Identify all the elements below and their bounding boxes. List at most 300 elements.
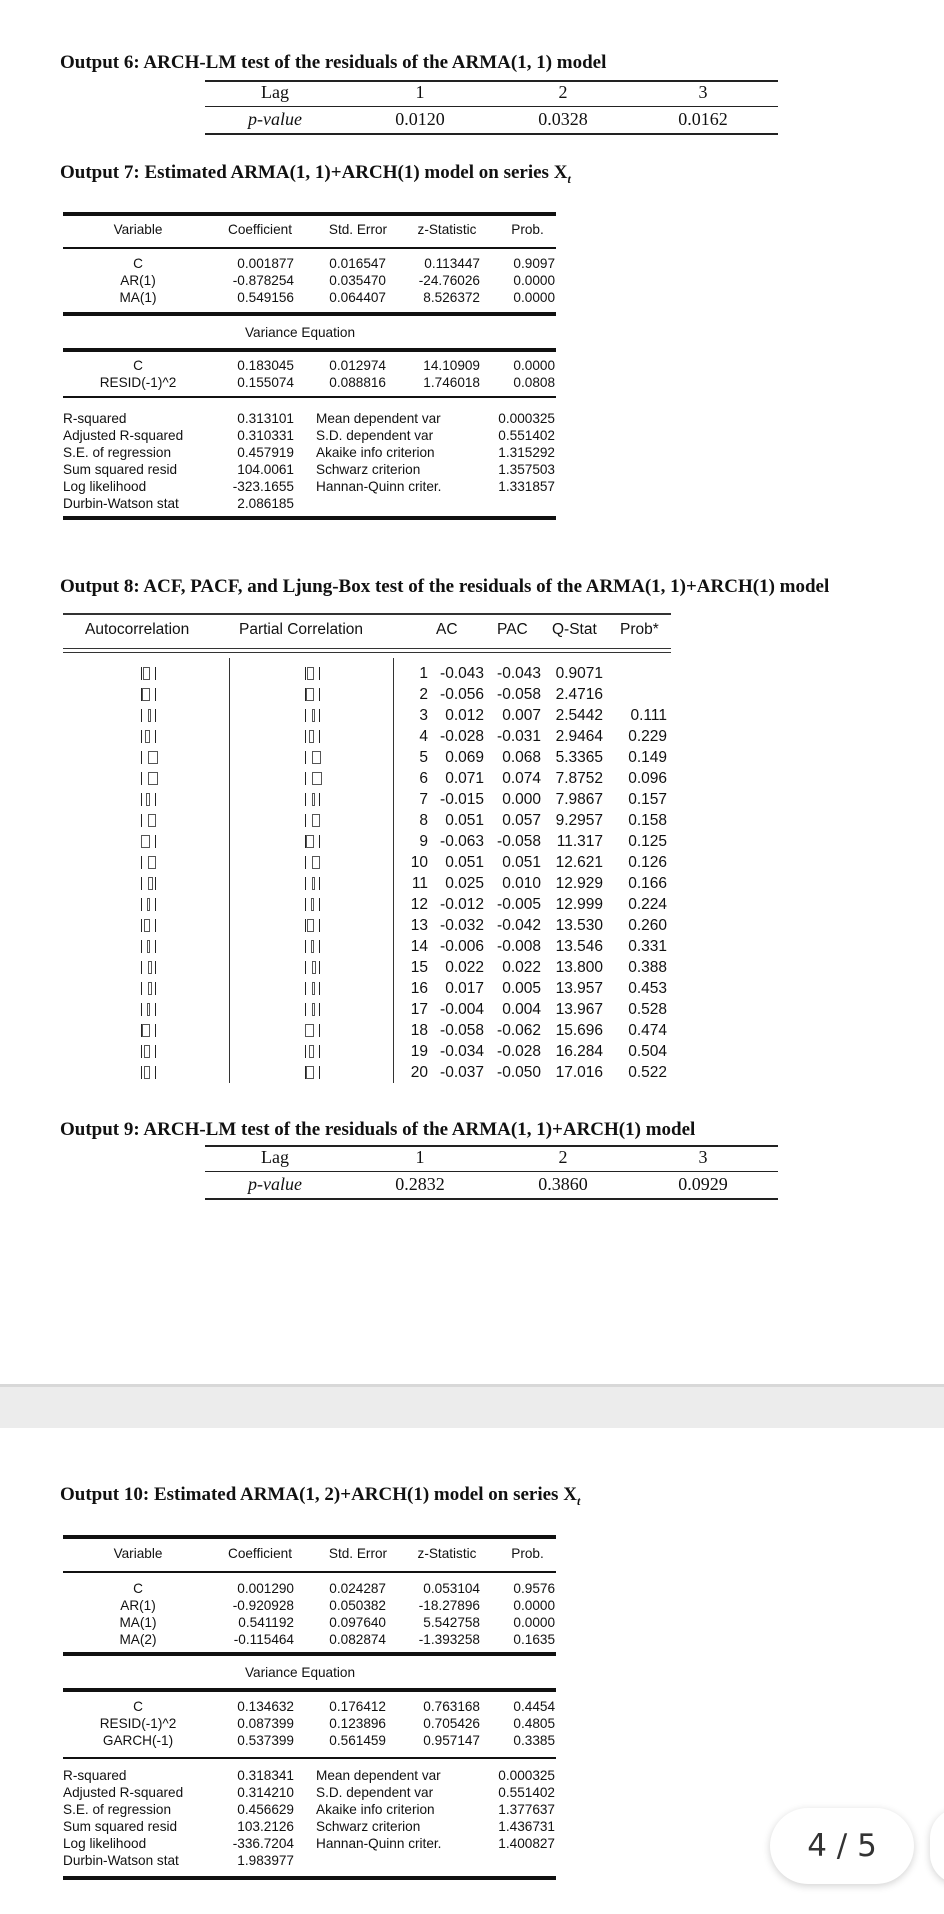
q-stat-value: 9.2957 bbox=[555, 812, 603, 829]
ac-value: 0.069 bbox=[445, 749, 484, 766]
acf-bar bbox=[147, 898, 150, 911]
page-gap bbox=[0, 1384, 944, 1428]
lag-number: 12 bbox=[410, 896, 428, 913]
coef-cell: 0.0000 bbox=[513, 358, 555, 373]
ac-value: 0.071 bbox=[445, 770, 484, 787]
output8-header-rule-1 bbox=[63, 648, 671, 649]
prob-value: 0.126 bbox=[628, 854, 667, 871]
prob-value: 0.453 bbox=[628, 980, 667, 997]
stat-value: 2.086185 bbox=[237, 496, 294, 511]
coef-cell: 0.9576 bbox=[513, 1581, 555, 1596]
coef-cell: 0.541192 bbox=[238, 1615, 294, 1630]
pacf-bar bbox=[307, 667, 314, 680]
stat-value: 1.331857 bbox=[498, 479, 555, 494]
coef-cell: 0.050382 bbox=[329, 1598, 386, 1613]
page-indicator[interactable]: 4 / 5 bbox=[770, 1808, 914, 1884]
pvalue-1: 0.0120 bbox=[395, 109, 445, 129]
pac-value: 0.057 bbox=[502, 812, 541, 829]
coef-cell: 0.4454 bbox=[513, 1699, 555, 1714]
acf-left-bound bbox=[141, 940, 142, 953]
coef-cell: 0.183045 bbox=[237, 358, 294, 373]
acf-right-bound bbox=[155, 688, 156, 701]
coef-cell: 0.537399 bbox=[237, 1733, 294, 1748]
acf-left-bound bbox=[141, 709, 142, 722]
stat-value: 103.2126 bbox=[237, 1819, 294, 1834]
coef-cell: -1.393258 bbox=[418, 1632, 480, 1647]
q-stat-value: 13.957 bbox=[555, 980, 603, 997]
lag-number: 11 bbox=[411, 875, 428, 892]
coef-cell: 5.542758 bbox=[423, 1615, 480, 1630]
coef-cell: 0.082874 bbox=[329, 1632, 386, 1647]
coef-cell: 0.035470 bbox=[329, 273, 386, 288]
stat-label: Sum squared resid bbox=[63, 462, 178, 477]
stat-value: 1.357503 bbox=[498, 462, 555, 477]
lag-number: 14 bbox=[410, 938, 428, 955]
pacf-left-bound bbox=[305, 772, 306, 785]
coef-cell: 0.705426 bbox=[423, 1716, 480, 1731]
pac-value: 0.074 bbox=[502, 770, 541, 787]
ac-value: 0.017 bbox=[445, 980, 484, 997]
acf-left-bound bbox=[141, 730, 142, 743]
variable-name: MA(2) bbox=[119, 1632, 157, 1647]
stat-value: 0.000325 bbox=[498, 411, 555, 426]
pacf-bar bbox=[309, 1045, 314, 1058]
header-variable: Variable bbox=[113, 222, 163, 237]
lag-number: 16 bbox=[410, 980, 428, 997]
variable-name: C bbox=[133, 256, 143, 271]
variable-name: GARCH(-1) bbox=[102, 1733, 174, 1748]
pacf-left-bound bbox=[305, 877, 306, 890]
coef-cell: 0.0000 bbox=[513, 273, 555, 288]
coef-cell: 0.4805 bbox=[513, 1716, 555, 1731]
ac-value: -0.028 bbox=[440, 728, 484, 745]
lag-number: 15 bbox=[410, 959, 428, 976]
coef-cell: -0.115464 bbox=[233, 1632, 294, 1647]
stat-label: Schwarz criterion bbox=[316, 462, 421, 477]
pacf-bar bbox=[312, 1003, 315, 1016]
pacf-bar bbox=[312, 877, 315, 890]
q-stat-value: 12.929 bbox=[555, 875, 603, 892]
pacf-bar bbox=[305, 1024, 314, 1037]
lag-2: 2 bbox=[558, 82, 568, 102]
ac-value: 0.051 bbox=[445, 812, 484, 829]
pacf-right-bound bbox=[319, 1024, 320, 1037]
coef-cell: -0.920928 bbox=[232, 1598, 294, 1613]
lag-number: 9 bbox=[419, 833, 428, 850]
prob-value: 0.474 bbox=[628, 1022, 667, 1039]
ac-value: -0.032 bbox=[440, 917, 484, 934]
coef-cell: 0.064407 bbox=[329, 290, 386, 305]
pac-value: -0.058 bbox=[497, 833, 541, 850]
pacf-right-bound bbox=[319, 688, 320, 701]
coef-cell: 0.561459 bbox=[329, 1733, 386, 1748]
acf-right-bound bbox=[155, 982, 156, 995]
pvalue-3: 0.0929 bbox=[678, 1174, 728, 1194]
stat-label: Adjusted R-squared bbox=[63, 1785, 184, 1800]
pacf-bar bbox=[306, 835, 314, 848]
stat-value: -323.1655 bbox=[232, 479, 294, 494]
pacf-bar bbox=[312, 961, 316, 974]
pac-value: 0.068 bbox=[502, 749, 541, 766]
q-stat-value: 7.9867 bbox=[555, 791, 603, 808]
coef-cell: 0.053104 bbox=[423, 1581, 480, 1596]
prob-value: 0.528 bbox=[628, 1001, 667, 1018]
acf-bar bbox=[148, 709, 151, 722]
prob-value: 0.224 bbox=[628, 896, 667, 913]
coef-cell: 0.016547 bbox=[329, 256, 386, 271]
stat-label: Akaike info criterion bbox=[316, 1802, 435, 1817]
coef-cell: 0.763168 bbox=[423, 1699, 480, 1714]
output9-title: Output 9: ARCH-LM test of the residuals of the ARMA(1, 1)+ARCH(1) model bbox=[60, 1119, 696, 1140]
header-pac: PAC bbox=[497, 621, 528, 638]
header-q-stat: Q-Stat bbox=[552, 621, 597, 638]
pac-value: 0.051 bbox=[502, 854, 541, 871]
coef-cell: -18.27896 bbox=[418, 1598, 480, 1613]
pacf-left-bound bbox=[305, 709, 306, 722]
lag-number: 10 bbox=[410, 854, 428, 871]
acf-bar bbox=[146, 793, 150, 806]
coef-cell: 0.123896 bbox=[329, 1716, 386, 1731]
stat-label: Log likelihood bbox=[63, 479, 147, 494]
pac-value: 0.022 bbox=[502, 959, 541, 976]
stat-value: 0.314210 bbox=[237, 1785, 294, 1800]
acf-left-bound bbox=[141, 1066, 142, 1079]
stat-label: Log likelihood bbox=[63, 1836, 147, 1851]
variable-name: RESID(-1)^2 bbox=[99, 1716, 177, 1731]
pacf-bar bbox=[312, 793, 315, 806]
acf-left-bound bbox=[141, 1003, 142, 1016]
coef-cell: 0.3385 bbox=[513, 1733, 555, 1748]
output7-title: Output 7: Estimated ARMA(1, 1)+ARCH(1) model on series $X_t$ bbox=[60, 162, 571, 186]
prob-value: 0.157 bbox=[628, 791, 667, 808]
acf-bar bbox=[145, 730, 150, 743]
pac-value: -0.058 bbox=[497, 686, 541, 703]
pac-value: -0.028 bbox=[497, 1043, 541, 1060]
ac-value: -0.056 bbox=[440, 686, 484, 703]
ac-value: -0.034 bbox=[440, 1043, 484, 1060]
output9-lag-table bbox=[205, 1145, 778, 1201]
prob-value: 0.166 bbox=[628, 875, 667, 892]
lag-number: 19 bbox=[410, 1043, 428, 1060]
q-stat-value: 2.9464 bbox=[555, 728, 603, 745]
stat-label: Durbin-Watson stat bbox=[63, 1853, 179, 1868]
pac-value: -0.008 bbox=[497, 938, 541, 955]
lag-number: 6 bbox=[419, 770, 428, 787]
acf-left-bound bbox=[141, 1045, 142, 1058]
pacf-bar bbox=[309, 730, 314, 743]
acf-right-bound bbox=[155, 835, 156, 848]
pac-value: 0.000 bbox=[502, 791, 541, 808]
pvalue-3: 0.0162 bbox=[678, 109, 728, 129]
prob-value: 0.111 bbox=[630, 707, 667, 724]
pac-value: -0.043 bbox=[497, 665, 541, 682]
acf-right-bound bbox=[155, 877, 156, 890]
coef-cell: 0.001290 bbox=[237, 1581, 294, 1596]
prob-value: 0.504 bbox=[628, 1043, 667, 1060]
prob-value: 0.096 bbox=[628, 770, 667, 787]
stat-label: S.E. of regression bbox=[63, 1802, 172, 1817]
q-stat-value: 13.530 bbox=[555, 917, 603, 934]
variable-name: MA(1) bbox=[119, 290, 157, 305]
variable-name: RESID(-1)^2 bbox=[99, 375, 177, 390]
stat-label: Mean dependent var bbox=[316, 1768, 441, 1783]
acf-left-bound bbox=[141, 961, 142, 974]
variable-name: AR(1) bbox=[120, 1598, 156, 1613]
acf-bar bbox=[144, 1045, 150, 1058]
stat-label: Adjusted R-squared bbox=[63, 428, 184, 443]
pacf-bar bbox=[312, 751, 321, 764]
ac-value: -0.004 bbox=[440, 1001, 484, 1018]
output7-regression-table bbox=[0, 0, 944, 560]
ac-value: -0.012 bbox=[440, 896, 484, 913]
stat-value: 104.0061 bbox=[237, 462, 294, 477]
pacf-right-bound bbox=[319, 919, 320, 932]
acf-right-bound bbox=[155, 1003, 156, 1016]
pvalue-1: 0.2832 bbox=[395, 1174, 445, 1194]
variable-name: AR(1) bbox=[120, 273, 156, 288]
q-stat-value: 7.8752 bbox=[555, 770, 603, 787]
lag-label: Lag bbox=[261, 1147, 289, 1167]
stat-value: 0.000325 bbox=[498, 1768, 555, 1783]
lag-1: 1 bbox=[415, 1147, 425, 1167]
lag-label: Lag bbox=[261, 82, 289, 102]
q-stat-value: 2.4716 bbox=[555, 686, 603, 703]
acf-left-bound bbox=[141, 751, 142, 764]
pac-value: -0.005 bbox=[497, 896, 541, 913]
acf-bar bbox=[148, 751, 158, 764]
acf-right-bound bbox=[155, 1024, 156, 1037]
stat-label: Hannan-Quinn criter. bbox=[316, 1836, 442, 1851]
pacf-left-bound bbox=[305, 1003, 306, 1016]
pacf-right-bound bbox=[319, 982, 320, 995]
prob-value: 0.149 bbox=[628, 749, 667, 766]
lag-number: 2 bbox=[419, 686, 428, 703]
coef-cell: 0.1635 bbox=[513, 1632, 555, 1647]
header-std-error: Std. Error bbox=[328, 1546, 388, 1561]
stat-value: 1.400827 bbox=[498, 1836, 555, 1851]
pacf-right-bound bbox=[319, 835, 320, 848]
stat-value: 1.315292 bbox=[498, 445, 555, 460]
acf-bar bbox=[144, 1066, 150, 1079]
acf-right-bound bbox=[155, 709, 156, 722]
acf-left-bound bbox=[141, 814, 142, 827]
pvalue-2: 0.3860 bbox=[538, 1174, 588, 1194]
pacf-bar bbox=[312, 814, 320, 827]
acf-left-bound bbox=[141, 667, 142, 680]
coef-cell: -24.76026 bbox=[418, 273, 480, 288]
pacf-right-bound bbox=[319, 1003, 320, 1016]
coef-cell: 0.9097 bbox=[513, 256, 555, 271]
stat-value: 1.436731 bbox=[498, 1819, 555, 1834]
prob-value: 0.125 bbox=[628, 833, 667, 850]
stat-value: 0.456629 bbox=[237, 1802, 294, 1817]
coef-cell: 0.012974 bbox=[329, 358, 386, 373]
ac-value: -0.015 bbox=[440, 791, 484, 808]
pac-value: 0.005 bbox=[502, 980, 541, 997]
header-autocorrelation: Autocorrelation bbox=[85, 621, 190, 638]
pacf-bar bbox=[312, 772, 322, 785]
acf-right-bound bbox=[155, 793, 156, 806]
pvalue-label: p-value bbox=[248, 109, 302, 129]
q-stat-value: 17.016 bbox=[555, 1064, 603, 1081]
acf-bar bbox=[141, 835, 150, 848]
acf-right-bound bbox=[155, 667, 156, 680]
header-coefficient: Coefficient bbox=[228, 1546, 292, 1561]
ac-value: 0.025 bbox=[445, 875, 484, 892]
coef-cell: 0.001877 bbox=[237, 256, 294, 271]
lag-2: 2 bbox=[558, 1147, 568, 1167]
acf-divider bbox=[229, 658, 230, 1083]
acf-bar bbox=[148, 856, 156, 869]
q-stat-value: 12.999 bbox=[555, 896, 603, 913]
pacf-right-bound bbox=[319, 961, 320, 974]
variable-name: C bbox=[133, 1699, 143, 1714]
stat-label: R-squared bbox=[63, 1768, 127, 1783]
variable-name: C bbox=[133, 358, 143, 373]
coef-cell: 8.526372 bbox=[423, 290, 480, 305]
pacf-right-bound bbox=[319, 730, 320, 743]
header-z-stat: z-Statistic bbox=[417, 222, 477, 237]
stat-value: 0.310331 bbox=[237, 428, 294, 443]
stat-value: 1.983977 bbox=[237, 1853, 294, 1868]
acf-right-bound bbox=[155, 940, 156, 953]
stat-value: 0.318341 bbox=[237, 1768, 294, 1783]
stat-label: Sum squared resid bbox=[63, 1819, 178, 1834]
ac-value: 0.051 bbox=[445, 854, 484, 871]
acf-left-bound bbox=[141, 919, 142, 932]
pac-value: -0.050 bbox=[497, 1064, 541, 1081]
q-stat-value: 13.546 bbox=[555, 938, 603, 955]
q-stat-value: 0.9071 bbox=[555, 665, 603, 682]
lag-3: 3 bbox=[698, 1147, 708, 1167]
pacf-left-bound bbox=[305, 961, 306, 974]
lag-number: 8 bbox=[419, 812, 428, 829]
next-page-button[interactable] bbox=[930, 1808, 944, 1884]
pacf-right-bound bbox=[319, 1045, 320, 1058]
acf-right-bound bbox=[155, 1045, 156, 1058]
pacf-left-bound bbox=[305, 919, 306, 932]
acf-bar bbox=[148, 877, 153, 890]
prob-value: 0.229 bbox=[628, 728, 667, 745]
pacf-left-bound bbox=[305, 814, 306, 827]
pacf-bar bbox=[312, 709, 315, 722]
acf-bar bbox=[148, 814, 156, 827]
stat-label: Schwarz criterion bbox=[316, 1819, 421, 1834]
stat-label: Akaike info criterion bbox=[316, 445, 435, 460]
stat-value: 1.377637 bbox=[498, 1802, 555, 1817]
acf-right-bound bbox=[155, 961, 156, 974]
stat-label: S.D. dependent var bbox=[316, 428, 434, 443]
output8-top-rule bbox=[63, 613, 671, 615]
pac-value: -0.031 bbox=[497, 728, 541, 745]
pacf-bar bbox=[312, 982, 315, 995]
page-gap-edge bbox=[0, 1384, 944, 1387]
stat-label: S.E. of regression bbox=[63, 445, 172, 460]
prob-value: 0.331 bbox=[628, 938, 667, 955]
acf-bar bbox=[147, 1003, 150, 1016]
header-std-error: Std. Error bbox=[328, 222, 388, 237]
lag-number: 3 bbox=[419, 707, 428, 724]
coef-cell: 0.549156 bbox=[237, 290, 294, 305]
q-stat-value: 13.800 bbox=[555, 959, 603, 976]
ac-value: -0.063 bbox=[440, 833, 484, 850]
pacf-left-bound bbox=[305, 940, 306, 953]
acf-right-bound bbox=[155, 919, 156, 932]
lag-number: 20 bbox=[410, 1064, 428, 1081]
pac-value: 0.004 bbox=[502, 1001, 541, 1018]
variable-name: MA(1) bbox=[119, 1615, 157, 1630]
acf-bar bbox=[148, 961, 152, 974]
stat-value: 0.313101 bbox=[237, 411, 294, 426]
ac-value: -0.058 bbox=[440, 1022, 484, 1039]
acf-left-bound bbox=[141, 898, 142, 911]
lag-number: 13 bbox=[410, 917, 428, 934]
prob-value: 0.522 bbox=[628, 1064, 667, 1081]
header-z-stat: z-Statistic bbox=[417, 1546, 477, 1561]
stat-value: 0.551402 bbox=[498, 428, 555, 443]
header-prob: Prob. bbox=[511, 1546, 544, 1561]
coef-cell: 0.0000 bbox=[513, 1615, 555, 1630]
coef-cell: 0.024287 bbox=[329, 1581, 386, 1596]
pacf-bar bbox=[311, 898, 314, 911]
stat-value: 0.457919 bbox=[237, 445, 294, 460]
stat-value: -336.7204 bbox=[232, 1836, 294, 1851]
acf-right-bound bbox=[155, 898, 156, 911]
coef-cell: 14.10909 bbox=[423, 358, 480, 373]
header-variable: Variable bbox=[113, 1546, 163, 1561]
acf-bar bbox=[143, 667, 150, 680]
q-stat-value: 5.3365 bbox=[555, 749, 603, 766]
lag-number: 18 bbox=[410, 1022, 428, 1039]
pac-value: -0.062 bbox=[497, 1022, 541, 1039]
coef-cell: 0.087399 bbox=[237, 1716, 294, 1731]
acf-bar bbox=[144, 919, 150, 932]
pacf-right-bound bbox=[319, 667, 320, 680]
pacf-left-bound bbox=[305, 1045, 306, 1058]
prob-value: 0.158 bbox=[628, 812, 667, 829]
pacf-left-bound bbox=[305, 982, 306, 995]
pacf-right-bound bbox=[319, 1066, 320, 1079]
lag-number: 17 bbox=[410, 1001, 428, 1018]
coef-cell: 0.176412 bbox=[329, 1699, 386, 1714]
coef-cell: -0.878254 bbox=[232, 273, 294, 288]
acf-left-bound bbox=[141, 856, 142, 869]
output6-title: Output 6: ARCH-LM test of the residuals of the ARMA(1, 1) model bbox=[60, 52, 607, 73]
coef-cell: 0.134632 bbox=[237, 1699, 294, 1714]
prob-value: 0.260 bbox=[628, 917, 667, 934]
variable-name: C bbox=[133, 1581, 143, 1596]
header-partial-correlation: Partial Correlation bbox=[239, 621, 364, 638]
acf-bar bbox=[148, 772, 158, 785]
pac-value: 0.010 bbox=[502, 875, 541, 892]
acf-bar bbox=[148, 982, 152, 995]
acf-left-bound bbox=[141, 793, 142, 806]
acf-bar bbox=[142, 688, 150, 701]
acf-left-bound bbox=[141, 982, 142, 995]
variance-equation-label: Variance Equation bbox=[244, 325, 356, 340]
pacf-right-bound bbox=[319, 940, 320, 953]
header-prob: Prob. bbox=[511, 222, 544, 237]
lag-number: 5 bbox=[419, 749, 428, 766]
coef-cell: 0.088816 bbox=[329, 375, 386, 390]
q-stat-value: 11.317 bbox=[556, 833, 603, 850]
header-coefficient: Coefficient bbox=[228, 222, 292, 237]
header-prob: Prob* bbox=[620, 621, 659, 638]
coef-cell: 0.0808 bbox=[513, 375, 555, 390]
output10-title: Output 10: Estimated ARMA(1, 2)+ARCH(1) model on series $X_t$ bbox=[60, 1484, 581, 1508]
lag-3: 3 bbox=[698, 82, 708, 102]
pac-value: 0.007 bbox=[502, 707, 541, 724]
